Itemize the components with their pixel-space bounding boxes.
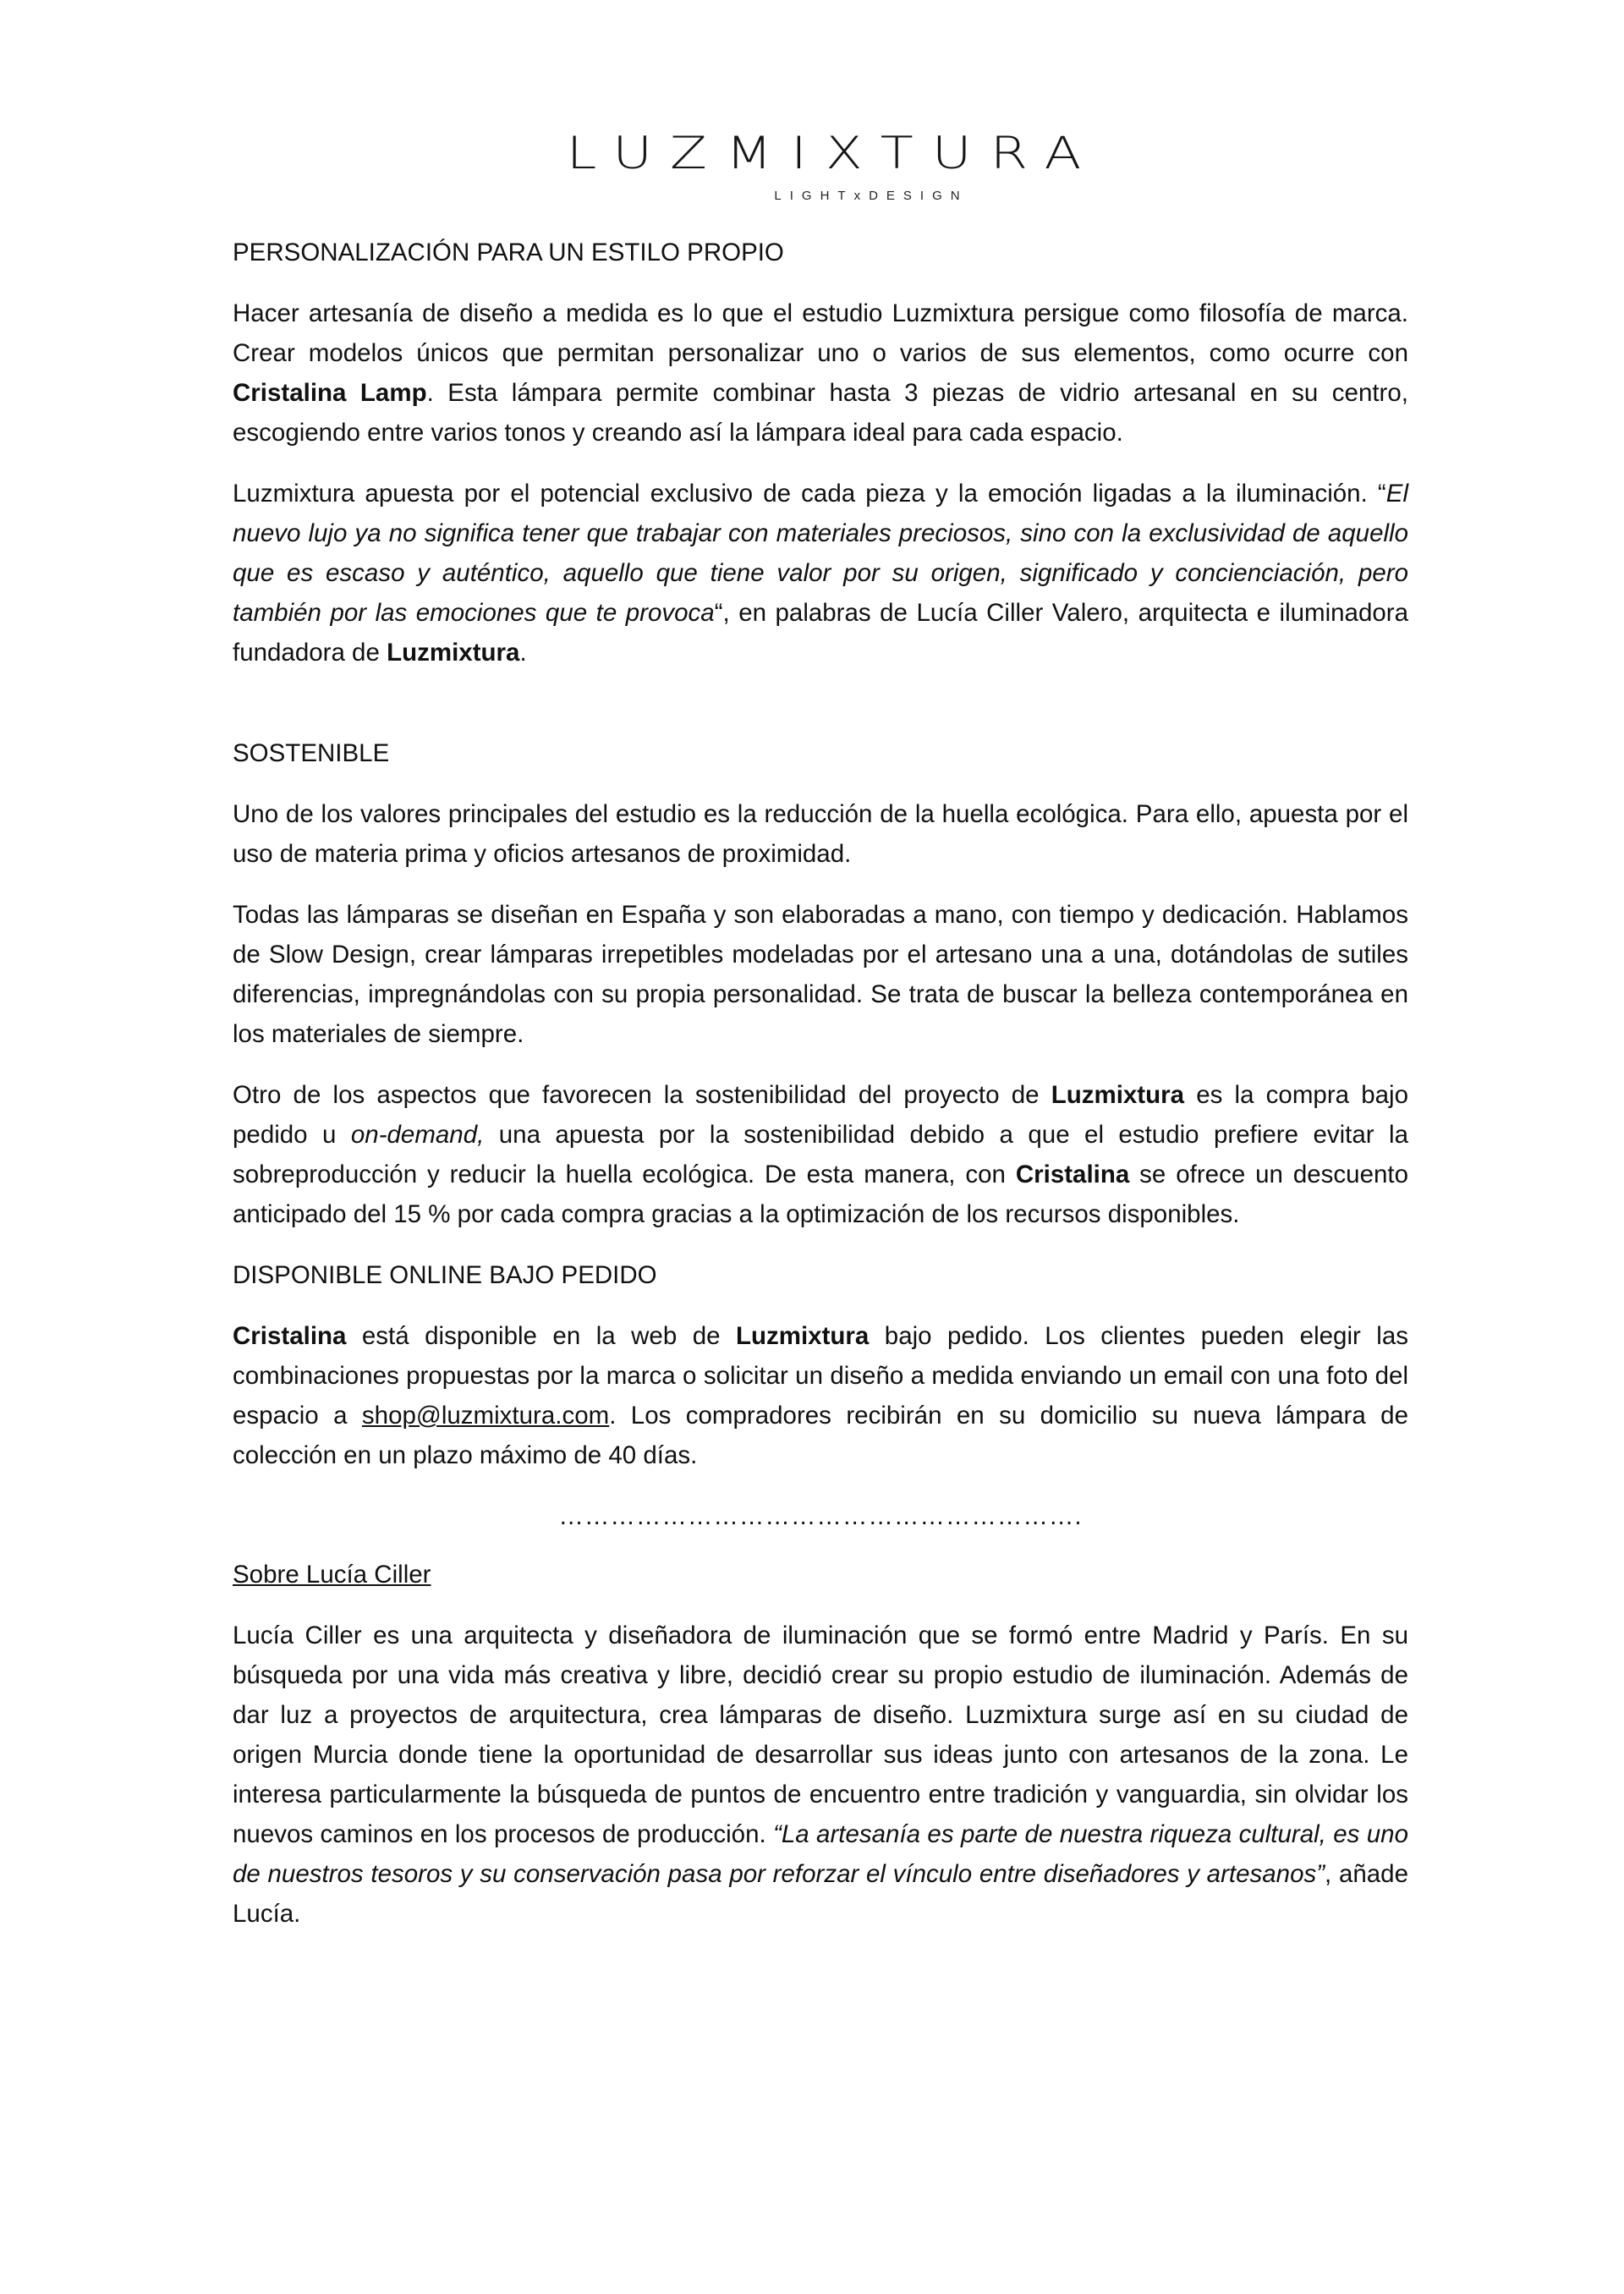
bold-cristalina: Cristalina [1015, 1161, 1130, 1188]
section-heading-personalizacion: PERSONALIZACIÓN PARA UN ESTILO PROPIO [233, 239, 784, 266]
paragraph-sostenible-2: Todas las lámparas se diseñan en España y son elaboradas a mano, con tiempo y dedicación. Hablamos de Slow Design, crear lámparas irrepetibles modeladas por el artesano una a una, dotándolas de sutiles diferencias, impregnándolas con su propia personalidad. Se trata de buscar la belleza contemporánea en los materiales de siempre. [233, 901, 1408, 1048]
bold-cristalina-lamp: Cristalina Lamp [233, 379, 427, 407]
bold-cristalina: Cristalina [233, 1322, 347, 1350]
brand-logo [0, 127, 1624, 205]
document-body [233, 233, 1408, 1955]
dotted-divider: ……………………………………………………. [558, 1502, 1083, 1530]
email-link[interactable]: shop@luzmixtura.com [361, 1402, 610, 1430]
logo-wordmark: LUZMIXTURA [566, 128, 1100, 180]
blank-line [233, 694, 1408, 733]
bold-luzmixtura: Luzmixtura [735, 1322, 870, 1350]
italic-on-demand: on-demand, [350, 1121, 485, 1149]
paragraph-sostenible-3: Otro de los aspectos que favorecen la sostenibilidad del proyecto de Luzmixtura es la compra bajo pedido u on-demand, una apuesta por la sostenibilidad debido a que el estudio prefiere evitar la sobreproducción y reducir la huella ecológica. De esta manera, con Cristalina se ofrece un descuento anticipado del 15 % por cada compra gracias a la optimización de los recursos disponibles. [233, 1081, 1408, 1228]
section-heading-sostenible: SOSTENIBLE [233, 739, 390, 767]
bold-luzmixtura: Luzmixtura [1051, 1081, 1185, 1109]
quote-nuevo-lujo: El nuevo lujo ya no significa tener que trabajar con materiales preciosos, sino con la exclusividad de aquello que es escaso y auténtico, aquello que tiene valor por su origen, significado y concienciación, pero también por las emociones que te provoca [233, 480, 1408, 627]
section-heading-sobre-lucia: Sobre Lucía Ciller [233, 1561, 431, 1589]
paragraph-sostenible-1: Uno de los valores principales del estudio es la reducción de la huella ecológica. Para ello, apuesta por el uso de materia prima y oficios artesanos de proximidad. [233, 800, 1408, 868]
paragraph-personalizacion-1: Hacer artesanía de diseño a medida es lo que el estudio Luzmixtura persigue como filosofía de marca. Crear modelos únicos que permitan personalizar uno o varios de sus elementos, como ocurre con Cristalina Lamp. Esta lámpara permite combinar hasta 3 piezas de vidrio artesanal en su centro, escogiendo entre varios tonos y creando así la lámpara ideal para cada espacio. [233, 299, 1408, 447]
bold-luzmixtura: Luzmixtura [387, 639, 520, 667]
paragraph-personalizacion-2: Luzmixtura apuesta por el potencial exclusivo de cada pieza y la emoción ligadas a la iluminación. “El nuevo lujo ya no significa tener que trabajar con materiales preciosos, sino con la exclusividad de aquello que es escaso y auténtico, aquello que tiene valor por su origen, significado y concienciación, pero también por las emociones que te provoca“, en palabras de Lucía Ciller Valero, arquitecta e iluminadora fundadora de Luzmixtura. [233, 480, 1409, 667]
logo-tagline: LIGHTxDESIGN [774, 189, 968, 203]
paragraph-sobre-lucia: Lucía Ciller es una arquitecta y diseñadora de iluminación que se formó entre Madrid y París. En su búsqueda por una vida más creativa y libre, decidió crear su propio estudio de iluminación. Además de dar luz a proyectos de arquitectura, crea lámparas de diseño. Luzmixtura surge así en su ciudad de origen Murcia donde tiene la oportunidad de desarrollar sus ideas junto con artesanos de la zona. Le interesa particularmente la búsqueda de puntos de encuentro entre tradición y vanguardia, sin olvidar los nuevos caminos en los procesos de producción. “La artesanía es parte de nuestra riqueza cultural, es uno de nuestros tesoros y su conservación pasa por reforzar el vínculo entre diseñadores y artesanos”, añade Lucía. [233, 1622, 1408, 1928]
paragraph-disponible-1: Cristalina está disponible en la web de Luzmixtura bajo pedido. Los clientes pueden elegir las combinaciones propuestas por la marca o solicitar un diseño a medida enviando un email con una foto del espacio a shop@luzmixtura.com. Los compradores recibirán en su domicilio su nueva lámpara de colección en un plazo máximo de 40 días. [233, 1322, 1408, 1469]
quote-artesania: “La artesanía es parte de nuestra riqueza cultural, es uno de nuestros tesoros y su conservación pasa por reforzar el vínculo entre diseñadores y artesanos” [233, 1820, 1408, 1888]
section-heading-disponible: DISPONIBLE ONLINE BAJO PEDIDO [233, 1261, 657, 1289]
